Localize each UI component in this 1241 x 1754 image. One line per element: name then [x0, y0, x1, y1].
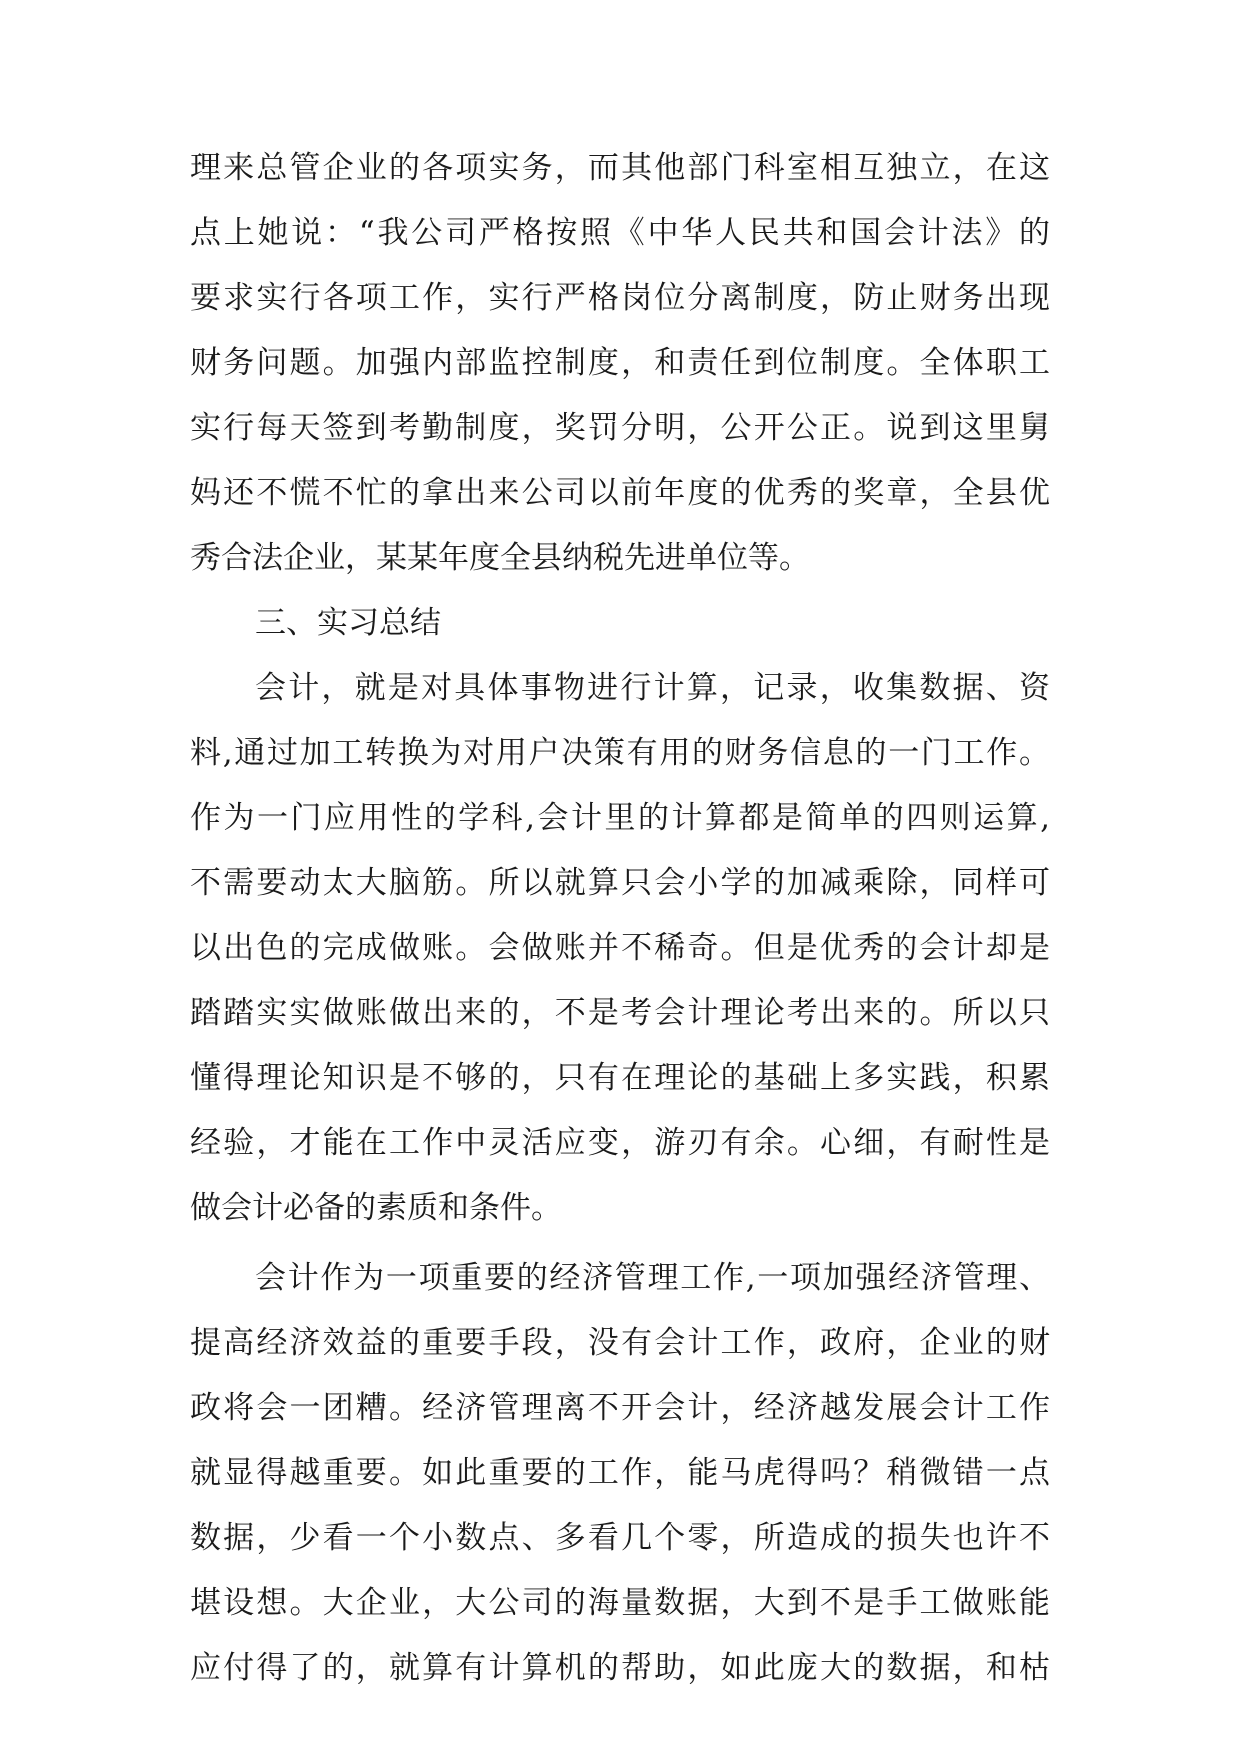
paragraph-2-line-4: 不需要动太大脑筋。所以就算只会小学的加减乘除，同样可	[190, 865, 1050, 901]
paragraph-3-line-3: 政将会一团糟。经济管理离不开会计，经济越发展会计工作	[190, 1390, 1050, 1426]
paragraph-3-line-5: 数据，少看一个小数点、多看几个零，所造成的损失也许不	[190, 1520, 1050, 1556]
paragraph-1-line-7: 秀合法企业，某某年度全县纳税先进单位等。	[190, 540, 810, 576]
paragraph-3-line-6: 堪设想。大企业，大公司的海量数据，大到不是手工做账能	[190, 1585, 1050, 1621]
paragraph-1-line-6: 妈还不慌不忙的拿出来公司以前年度的优秀的奖章，全县优	[190, 475, 1050, 511]
paragraph-3-line-1: 会计作为一项重要的经济管理工作,一项加强经济管理、	[255, 1260, 1050, 1296]
paragraph-1-line-5: 实行每天签到考勤制度，奖罚分明，公开公正。说到这里舅	[190, 410, 1050, 446]
paragraph-2-line-1: 会计，就是对具体事物进行计算，记录，收集数据、资	[255, 670, 1050, 706]
paragraph-2-line-9: 做会计必备的素质和条件。	[190, 1190, 562, 1226]
paragraph-2-line-2: 料,通过加工转换为对用户决策有用的财务信息的一门工作。	[190, 735, 1050, 771]
paragraph-2-line-8: 经验，才能在工作中灵活应变，游刃有余。心细，有耐性是	[190, 1125, 1050, 1161]
paragraph-2-line-5: 以出色的完成做账。会做账并不稀奇。但是优秀的会计却是	[190, 930, 1050, 966]
paragraph-2-line-3: 作为一门应用性的学科,会计里的计算都是简单的四则运算,	[190, 800, 1050, 836]
paragraph-3-line-2: 提高经济效益的重要手段，没有会计工作，政府，企业的财	[190, 1325, 1050, 1361]
paragraph-2-line-6: 踏踏实实做账做出来的，不是考会计理论考出来的。所以只	[190, 995, 1050, 1031]
paragraph-3-line-7: 应付得了的，就算有计算机的帮助，如此庞大的数据，和枯	[190, 1650, 1050, 1686]
paragraph-1-line-2: 点上她说：“我公司严格按照《中华人民共和国会计法》的	[190, 215, 1050, 251]
section-heading: 三、实习总结	[255, 605, 441, 641]
paragraph-1-line-4: 财务问题。加强内部监控制度，和责任到位制度。全体职工	[190, 345, 1050, 381]
paragraph-2-line-7: 懂得理论知识是不够的，只有在理论的基础上多实践，积累	[190, 1060, 1050, 1096]
paragraph-3-line-4: 就显得越重要。如此重要的工作，能马虎得吗？稍微错一点	[190, 1455, 1050, 1491]
paragraph-1-line-3: 要求实行各项工作，实行严格岗位分离制度，防止财务出现	[190, 280, 1050, 316]
paragraph-1-line-1: 理来总管企业的各项实务，而其他部门科室相互独立，在这	[190, 150, 1050, 186]
